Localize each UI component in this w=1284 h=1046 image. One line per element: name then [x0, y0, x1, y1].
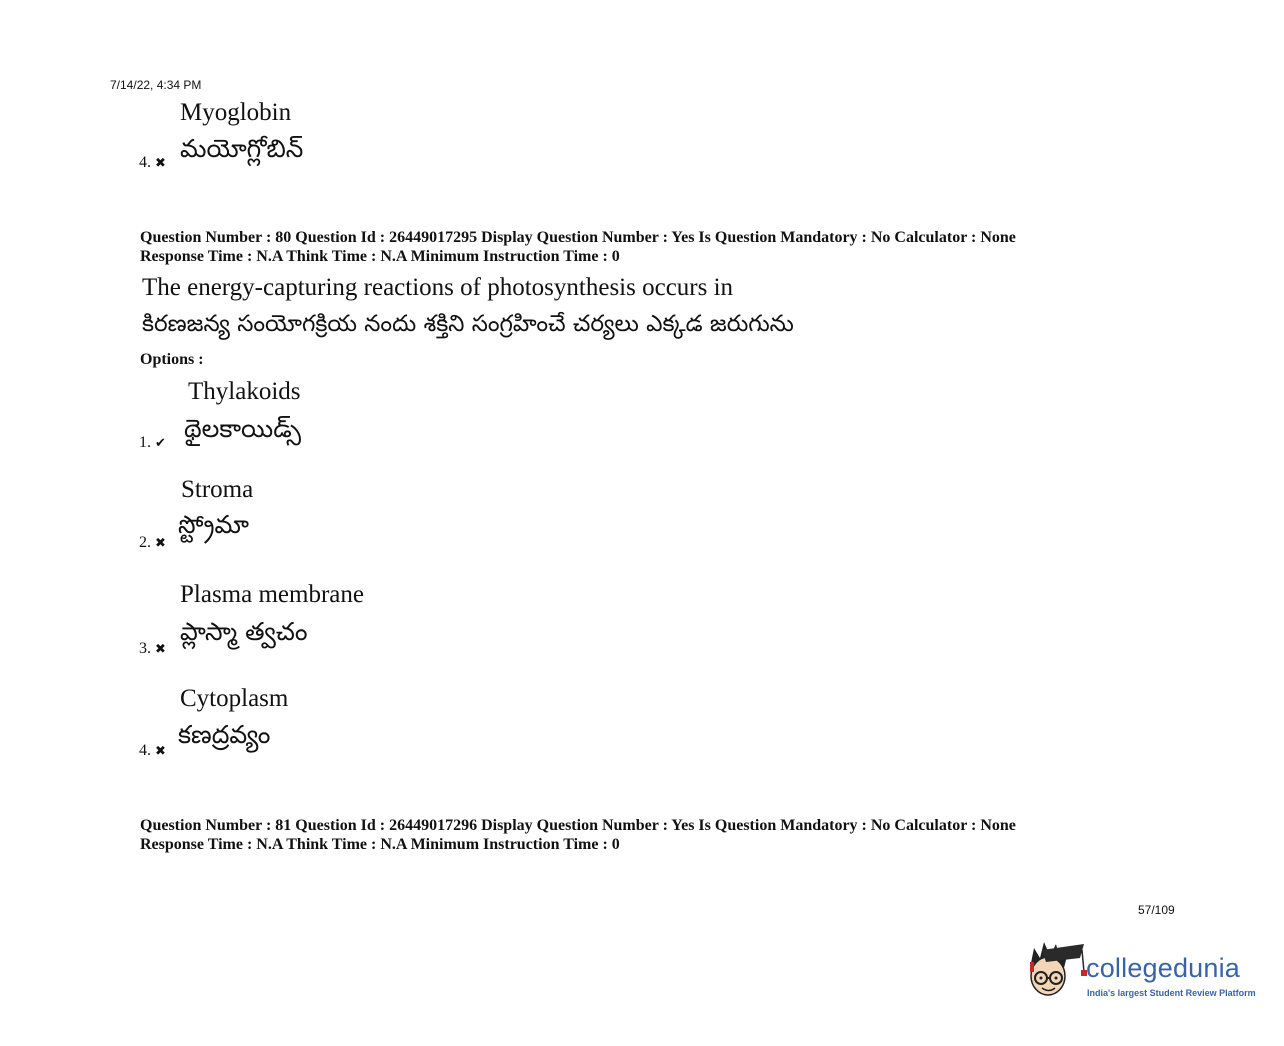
prev-option-4-number-row — [139, 154, 166, 172]
print-timestamp: 7/14/22, 4:34 PM — [110, 78, 202, 92]
logo-wordmark: collegedunia — [1086, 953, 1241, 983]
prev-option-4-english: Myoglobin — [180, 99, 292, 126]
option-2-number: 2. — [139, 534, 151, 551]
question-80-text-english: The energy-capturing reactions of photosynthesis occurs in — [142, 274, 734, 301]
option-3-number-row — [139, 640, 166, 658]
cross-icon: ✖ — [155, 642, 166, 657]
question-80-text-telugu: కిరణజన్య సంయోగక్రియ నందు శక్తిని సంగ్రహించే చర్యలు ఎక్కడ జరుగును — [142, 311, 794, 337]
question-80-meta-line-1: Question Number : 80 Question Id : 26449017295 Display Question Number : Yes Is Question Mandatory : No Calculator : None — [140, 229, 1016, 246]
option-4-english: Cytoplasm — [180, 685, 289, 712]
question-81-meta-line-1: Question Number : 81 Question Id : 26449017296 Display Question Number : Yes Is Question Mandatory : No Calculator : None — [140, 817, 1016, 834]
option-1-number-row — [139, 434, 166, 452]
prev-option-4-number: 4. — [139, 154, 151, 171]
option-4-number-row — [139, 742, 166, 760]
option-1-number: 1. — [139, 434, 151, 451]
prev-option-4-telugu: మయోగ్లోబిన్ — [180, 134, 304, 163]
option-3-number: 3. — [139, 640, 151, 657]
question-81-meta-line-2: Response Time : N.A Think Time : N.A Minimum Instruction Time : 0 — [140, 836, 620, 853]
question-80-meta-line-2: Response Time : N.A Think Time : N.A Minimum Instruction Time : 0 — [140, 248, 620, 265]
option-2-english: Stroma — [181, 476, 254, 503]
page-number: 57/109 — [1138, 903, 1175, 917]
option-2-telugu: స్ట్రోమా — [178, 510, 249, 539]
option-1-telugu: థైలకాయిడ్స్ — [184, 414, 302, 443]
options-label: Options : — [140, 351, 204, 368]
option-4-number: 4. — [139, 742, 151, 759]
cross-icon: ✖ — [155, 744, 166, 759]
option-4-telugu: కణద్రవ్యం — [178, 720, 271, 749]
cross-icon: ✖ — [155, 156, 166, 171]
checkmark-icon: ✔ — [155, 436, 166, 451]
option-3-telugu: ప్లాస్మా త్వచం — [180, 617, 308, 646]
cross-icon: ✖ — [155, 536, 166, 551]
option-1-english: Thylakoids — [188, 378, 301, 405]
option-3-english: Plasma membrane — [180, 581, 364, 608]
logo-tagline: India's largest Student Review Platform — [1087, 988, 1256, 998]
option-2-number-row — [139, 534, 166, 552]
